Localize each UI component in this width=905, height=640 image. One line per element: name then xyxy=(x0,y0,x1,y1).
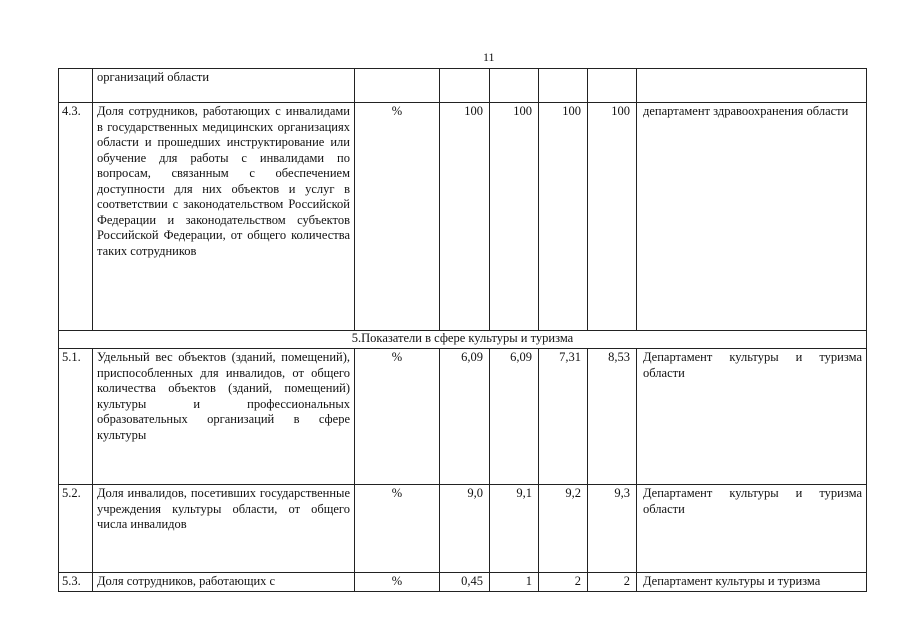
responsible-cell: Департамент культуры и туризма xyxy=(637,573,867,592)
value-cell: 8,53 xyxy=(588,349,637,485)
responsible-cell: Департамент культуры и туризма области xyxy=(637,349,867,485)
value-cell: 100 xyxy=(539,103,588,331)
value-cell: 6,09 xyxy=(490,349,539,485)
value-cell xyxy=(539,69,588,103)
unit-cell xyxy=(355,69,440,103)
table-row xyxy=(59,103,867,331)
table-row xyxy=(59,349,867,485)
section-heading: 5.Показатели в сфере культуры и туризма xyxy=(59,331,867,349)
value-cell: 1 xyxy=(490,573,539,592)
value-cell: 100 xyxy=(440,103,490,331)
value-cell: 100 xyxy=(490,103,539,331)
indicators-table xyxy=(58,68,867,592)
indicator-text: организаций области xyxy=(93,69,355,103)
indicator-text: Доля сотрудников, работающих с инвалидами в государственных медицинских организациях области и прошедших инструктирование или обучение для работы с инвалидами по вопросам, связанным с обеспечением доступности для них объектов и услуг в соответствии с законодательством Российской Федерации и законодательством субъектов Российской Федерации, от общего количества таких сотрудников xyxy=(93,103,355,331)
value-cell xyxy=(440,69,490,103)
page-number: 11 xyxy=(483,50,495,64)
indicator-text: Доля сотрудников, работающих с xyxy=(93,573,355,592)
responsible-cell xyxy=(637,69,867,103)
unit-cell: % xyxy=(355,103,440,331)
row-number: 5.2. xyxy=(59,485,93,573)
value-cell: 9,1 xyxy=(490,485,539,573)
row-number xyxy=(59,69,93,103)
value-cell: 9,2 xyxy=(539,485,588,573)
indicator-text: Удельный вес объектов (зданий, помещений), приспособленных для инвалидов, от общего количества объектов (зданий, помещений) культуры и профессиональных образовательных организаций в сфере культуры xyxy=(93,349,355,485)
value-cell xyxy=(490,69,539,103)
unit-cell: % xyxy=(355,485,440,573)
unit-cell: % xyxy=(355,349,440,485)
table-row xyxy=(59,485,867,573)
unit-cell: % xyxy=(355,573,440,592)
responsible-cell: департамент здравоохранения области xyxy=(637,103,867,331)
row-number: 5.3. xyxy=(59,573,93,592)
row-number: 4.3. xyxy=(59,103,93,331)
responsible-cell: Департамент культуры и туризма области xyxy=(637,485,867,573)
row-number: 5.1. xyxy=(59,349,93,485)
table-row xyxy=(59,69,867,103)
value-cell: 9,0 xyxy=(440,485,490,573)
value-cell: 9,3 xyxy=(588,485,637,573)
value-cell: 2 xyxy=(539,573,588,592)
value-cell xyxy=(588,69,637,103)
table-row xyxy=(59,573,867,592)
value-cell: 2 xyxy=(588,573,637,592)
value-cell: 0,45 xyxy=(440,573,490,592)
value-cell: 100 xyxy=(588,103,637,331)
indicator-text: Доля инвалидов, посетивших государственные учреждения культуры области, от общего числа инвалидов xyxy=(93,485,355,573)
value-cell: 6,09 xyxy=(440,349,490,485)
value-cell: 7,31 xyxy=(539,349,588,485)
section-row xyxy=(59,331,867,349)
